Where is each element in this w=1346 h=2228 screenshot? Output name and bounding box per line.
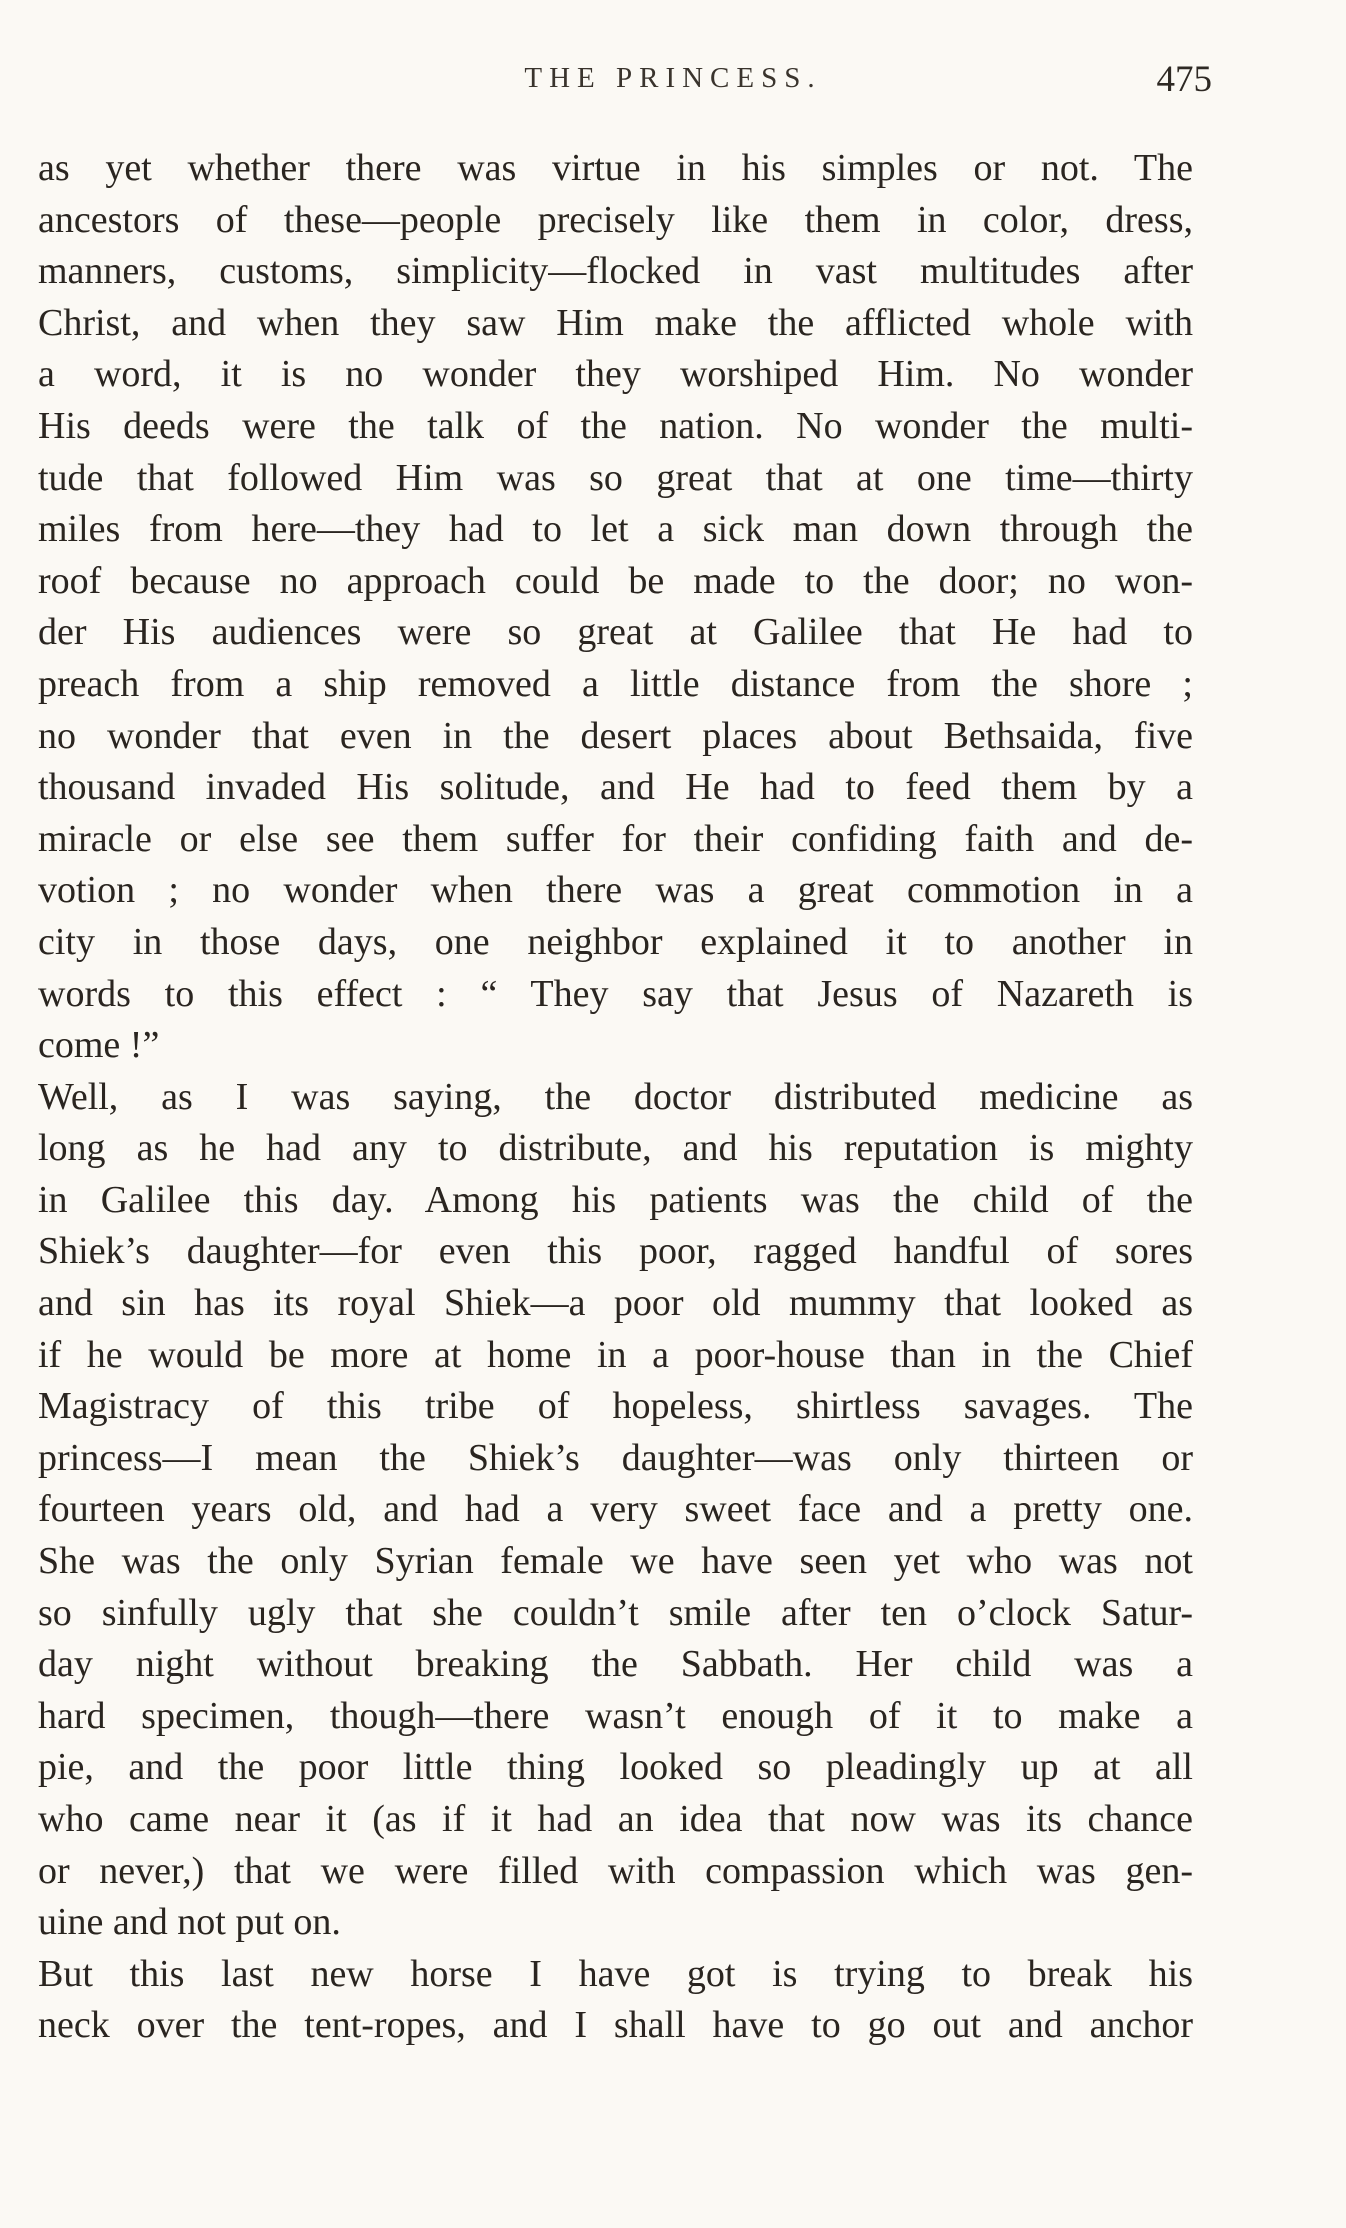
text-line: words to this effect : “ They say that Jesus of Nazareth is [38, 972, 1193, 1015]
text-line: Christ, and when they saw Him make the afflicted whole with [38, 301, 1193, 344]
text-line: uine and not put on. [38, 1901, 341, 1944]
text-line: who came near it (as if it had an idea that now was its chance [38, 1798, 1193, 1840]
text-line: Magistracy of this tribe of hopeless, shirtless savages. The [38, 1385, 1193, 1428]
text-line: preach from a ship removed a little distance from the shore ; [38, 662, 1193, 705]
text-line: roof because no approach could be made to the door; no won- [38, 559, 1193, 602]
text-line: neck over the tent-ropes, and I shall have to go out and anchor [38, 2004, 1193, 2047]
text-line: so sinfully ugly that she couldn’t smile after ten o’clock Satur- [38, 1591, 1193, 1634]
text-line: no wonder that even in the desert places about Bethsaida, five [38, 714, 1193, 757]
text-line: ancestors of these—people precisely like them in color, dress, [38, 198, 1193, 241]
text-line: votion ; no wonder when there was a great commotion in a [38, 869, 1193, 912]
paragraph [38, 143, 1193, 1072]
text-line: city in those days, one neighbor explained it to another in [38, 920, 1193, 963]
text-line: miracle or else see them suffer for their confiding faith and de- [38, 817, 1193, 860]
text-line: manners, customs, simplicity—flocked in vast multitudes after [38, 250, 1193, 293]
text-line: fourteen years old, and had a very sweet face and a pretty one. [38, 1488, 1193, 1531]
paragraph [38, 1072, 1193, 1949]
text-line: His deeds were the talk of the nation. No wonder the multi- [38, 404, 1193, 447]
text-line: princess—I mean the Shiek’s daughter—was only thirteen or [38, 1436, 1193, 1479]
running-title: THE PRINCESS. [524, 62, 822, 94]
text-line: a word, it is no wonder they worshiped Him. No wonder [38, 353, 1193, 396]
text-line: pie, and the poor little thing looked so pleadingly up at all [38, 1746, 1193, 1789]
text-line: long as he had any to distribute, and his reputation is mighty [38, 1127, 1193, 1170]
text-line: hard specimen, though—there wasn’t enough of it to make a [38, 1694, 1193, 1737]
text-line: as yet whether there was virtue in his simples or not. The [38, 147, 1193, 189]
text-line: She was the only Syrian female we have seen yet who was not [38, 1540, 1193, 1583]
text-line: der His audiences were so great at Galilee that He had to [38, 611, 1193, 654]
paragraph [38, 1949, 1193, 2052]
text-line: Well, as I was saying, the doctor distributed medicine as [38, 1075, 1193, 1118]
text-line: miles from here—they had to let a sick man down through the [38, 508, 1193, 551]
text-line: in Galilee this day. Among his patients was the child of the [38, 1178, 1193, 1221]
text-line: tude that followed Him was so great that at one time—thirty [38, 456, 1193, 499]
page-number: 475 [1156, 59, 1212, 100]
text-line: thousand invaded His solitude, and He had to feed them by a [38, 766, 1193, 809]
text-line: and sin has its royal Shiek—a poor old mummy that looked as [38, 1282, 1193, 1325]
text-line: or never,) that we were filled with compassion which was gen- [38, 1849, 1193, 1892]
body-text [38, 143, 1193, 2052]
text-line: day night without breaking the Sabbath. Her child was a [38, 1643, 1193, 1686]
text-line: Shiek’s daughter—for even this poor, ragged handful of sores [38, 1230, 1193, 1273]
text-line: if he would be more at home in a poor-house than in the Chief [38, 1333, 1193, 1376]
text-line: come !” [38, 1024, 160, 1067]
text-line: But this last new horse I have got is trying to break his [38, 1952, 1193, 1995]
